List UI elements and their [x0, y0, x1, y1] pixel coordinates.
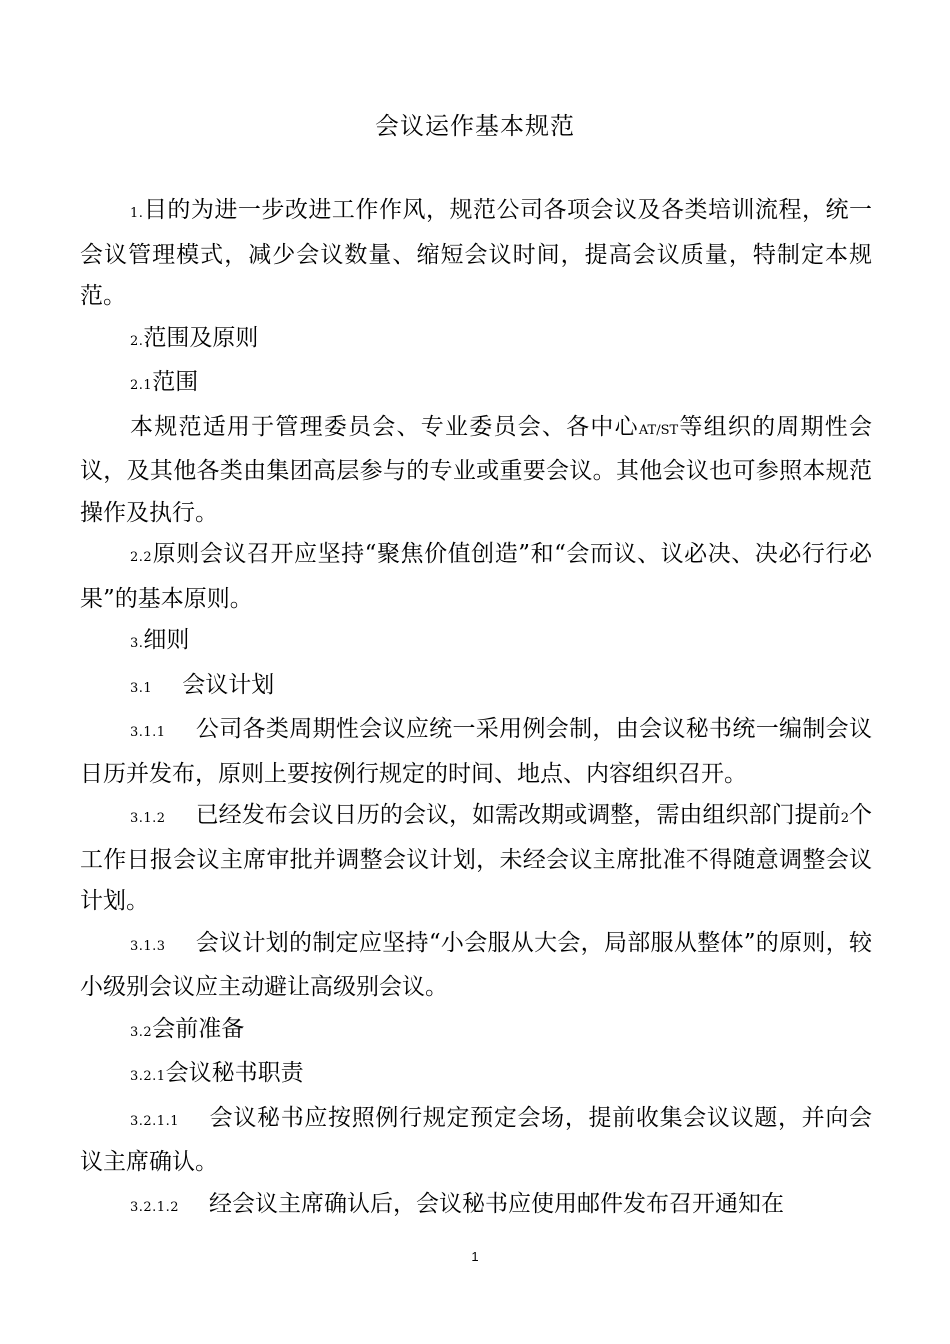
- section-number: 3.1.2: [130, 811, 166, 826]
- section-number: 1.: [130, 206, 144, 221]
- section-number: 3.1.3: [130, 938, 166, 954]
- heading-pre-meeting: [80, 1009, 872, 1054]
- paragraph-3-1-3: [80, 923, 872, 1009]
- heading-text: 细则: [143, 627, 190, 653]
- paragraph-text: 原则会议召开应坚持“聚焦价值创造”和“会而议、议必决、决必行行必果”的基本原则。: [80, 541, 872, 612]
- section-number: 2.1: [130, 378, 153, 393]
- paragraph-text: 会议计划的制定应坚持“小会服从大会，局部服从整体”的原则，较小级别会议应主动避让高级别会议。: [80, 929, 872, 1000]
- paragraph-scope: [80, 407, 872, 535]
- paragraph-text: 公司各类周期性会议应统一采用例会制，由会议秘书统一编制会议日历并发布，原则上要按例行规定的时间、地点、内容组织召开。: [80, 716, 872, 787]
- paragraph-3-1-2: [80, 795, 872, 923]
- paragraph-text: 目的为进一步改进工作作风，规范公司各项会议及各类培训流程，统一会议管理模式，减少会议数量、缩短会议时间，提高会议质量，特制定本规范。: [80, 197, 872, 309]
- paragraph-3-2-1-2: [80, 1184, 872, 1229]
- days-number: 2: [840, 811, 849, 826]
- section-number: 3.2.1: [130, 1069, 166, 1084]
- section-number: 2.: [130, 333, 144, 349]
- heading-scope: [80, 362, 872, 407]
- heading-scope-principles: [80, 318, 872, 363]
- section-number: 2.2: [130, 550, 153, 565]
- heading-details: [80, 620, 872, 665]
- heading-secretary-duties: [80, 1053, 872, 1098]
- heading-text: 范围: [152, 369, 199, 395]
- section-number: 3.1: [130, 680, 153, 696]
- abbreviation: AT/ST: [638, 422, 679, 438]
- section-number: 3.2.1.1: [130, 1113, 179, 1129]
- paragraph-3-2-1-1: [80, 1098, 872, 1184]
- page-number: 1: [471, 1249, 479, 1264]
- document-title: 会议运作基本规范: [375, 112, 575, 140]
- section-number: 3.1.1: [130, 725, 166, 740]
- paragraph-text: 已经发布会议日历的会议，如需改期或调整，需由组织部门提前: [195, 802, 841, 828]
- document-body: [80, 190, 872, 1228]
- paragraph-text: 会议秘书应按照例行规定预定会场，提前收集会议议题，并向会议主席确认。: [80, 1104, 872, 1175]
- paragraph-text: 个工作日报会议主席审批并调整会议计划，未经会议主席批准不得随意调整会议计划。: [80, 802, 873, 914]
- paragraph-text: 经会议主席确认后，会议秘书应使用邮件发布召开通知在: [208, 1190, 784, 1217]
- paragraph-principles: [80, 534, 872, 620]
- section-number: 3.2: [130, 1024, 153, 1040]
- heading-text: 会前准备: [152, 1015, 245, 1042]
- heading-text: 会议计划: [182, 671, 275, 698]
- paragraph-text: 等组织的周期性会议，及其他各类由集团高层参与的专业或重要会议。其他会议也可参照本规范操作及执行。: [80, 413, 873, 526]
- section-number: 3.2.1.2: [130, 1199, 179, 1215]
- section-number: 3.: [130, 636, 144, 651]
- paragraph-3-1-1: [80, 709, 872, 795]
- paragraph-purpose: [80, 190, 872, 318]
- heading-text: 会议秘书职责: [165, 1060, 304, 1086]
- paragraph-text: 本规范适用于管理委员会、专业委员会、各中心: [130, 413, 639, 440]
- heading-meeting-plan: [80, 665, 872, 710]
- heading-text: 范围及原则: [143, 324, 259, 351]
